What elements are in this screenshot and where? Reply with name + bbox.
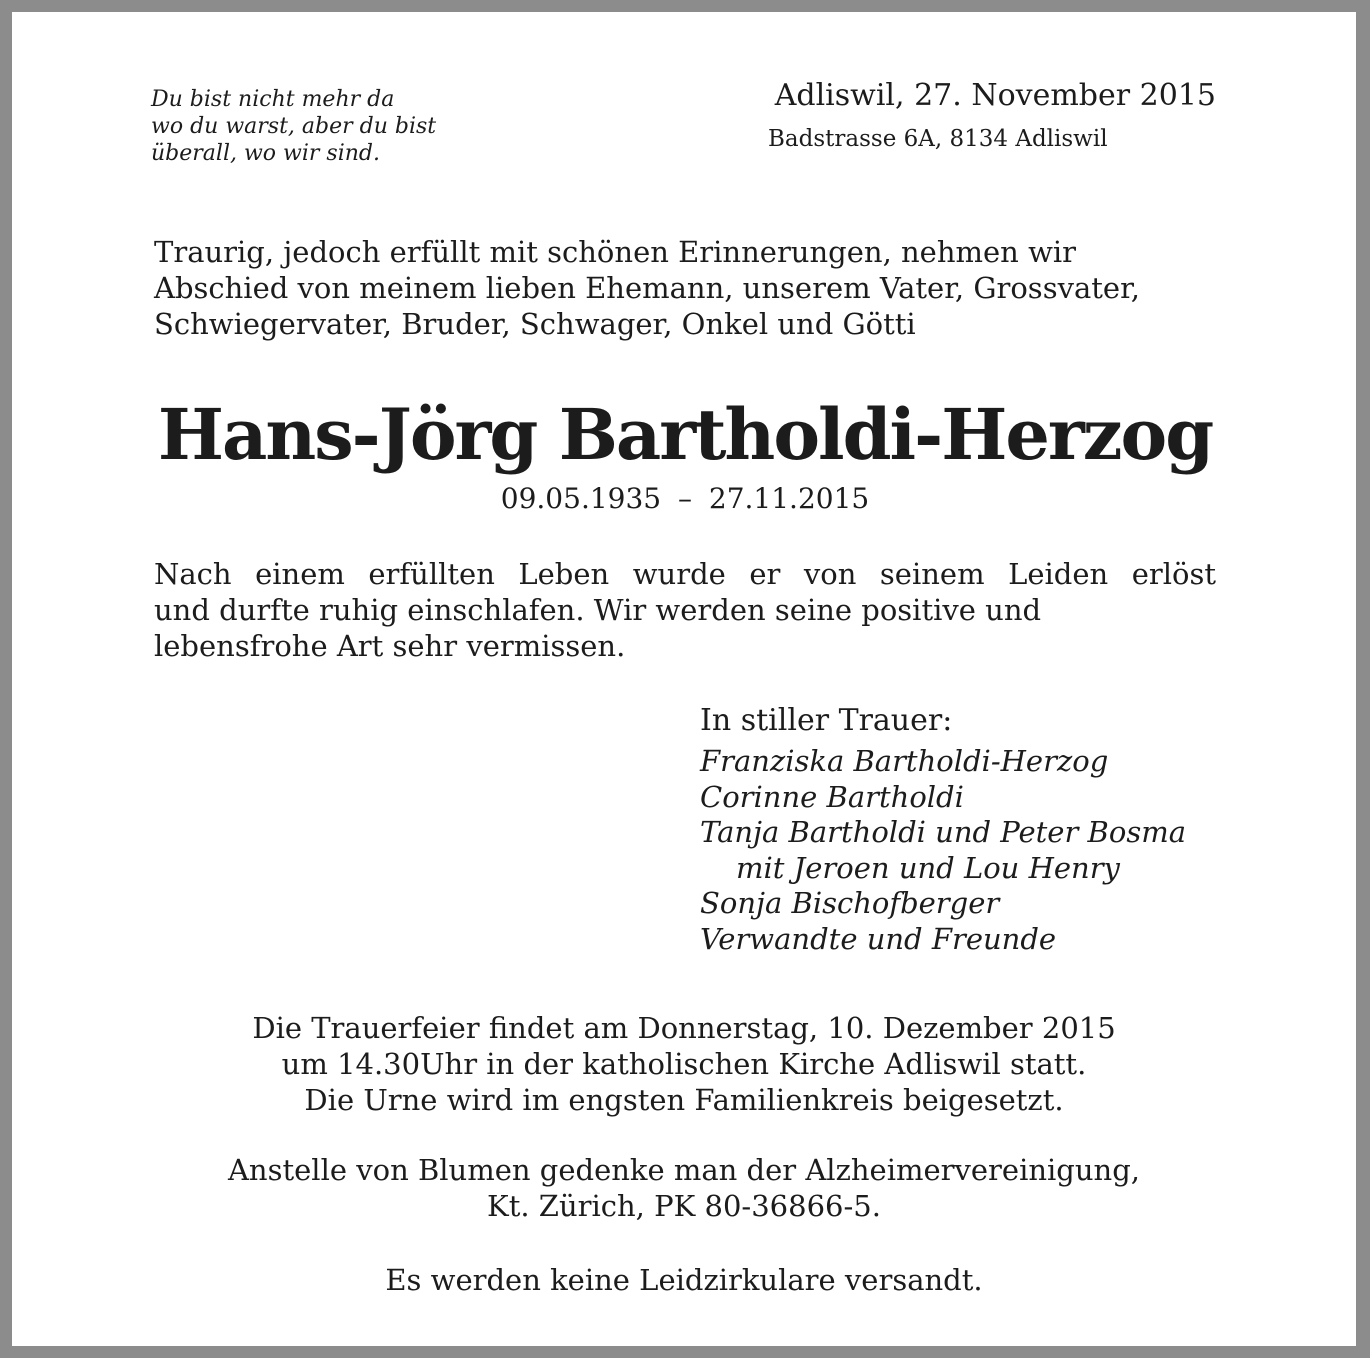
mourner-name: Franziska Bartholdi-Herzog <box>700 744 1109 778</box>
obituary-notice <box>12 12 1356 1346</box>
donation-info <box>24 1152 1344 1224</box>
mourner-name: Sonja Bischofberger <box>700 886 1000 920</box>
motto-line: überall, wo wir sind. <box>151 141 380 166</box>
mourner-name: mit Jeroen und Lou Henry <box>736 850 1120 885</box>
place-date: Adliswil, 27. November 2015 <box>774 78 1216 113</box>
ceremony-line: Die Trauerfeier findet am Donnerstag, 10. Dezember 2015 <box>252 1011 1116 1045</box>
mourner-name: Tanja Bartholdi und Peter Bosma <box>700 815 1186 849</box>
motto-quote <box>151 86 436 167</box>
intro-text <box>154 234 1140 342</box>
motto-line: wo du warst, aber du bist <box>151 114 437 139</box>
motto-line: Du bist nicht mehr da <box>151 87 395 112</box>
intro-line: Schwiegervater, Bruder, Schwager, Onkel und Götti <box>154 307 916 341</box>
message-line: Nach einem erfüllten Leben wurde er von seinem Leiden erlöst <box>154 557 1216 591</box>
address: Badstrasse 6A, 8134 Adliswil <box>768 126 1108 152</box>
mourners-list <box>700 744 1186 957</box>
deceased-name: Hans-Jörg Bartholdi-Herzog <box>157 393 1213 476</box>
message-line: und durfte ruhig einschlafen. Wir werden seine positive und <box>154 593 1042 627</box>
ceremony-line: Die Urne wird im engsten Familienkreis beigesetzt. <box>304 1083 1064 1117</box>
mourner-name: Corinne Bartholdi <box>700 779 964 814</box>
message-text <box>154 556 1216 664</box>
mourner-name: Verwandte und Freunde <box>700 921 1057 956</box>
life-dates: 09.05.1935 – 27.11.2015 <box>500 482 870 515</box>
ceremony-info <box>24 1010 1344 1118</box>
ceremony-line: um 14.30Uhr in der katholischen Kirche Adliswil statt. <box>281 1047 1087 1081</box>
donation-line: Anstelle von Blumen gedenke man der Alzheimervereinigung, <box>227 1153 1140 1187</box>
closing-note: Es werden keine Leidzirkulare versandt. <box>385 1263 983 1297</box>
message-line: lebensfrohe Art sehr vermissen. <box>154 629 626 663</box>
mourning-heading: In stiller Trauer: <box>700 703 953 738</box>
donation-line: Kt. Zürich, PK 80-36866-5. <box>487 1189 881 1223</box>
intro-line: Abschied von meinem lieben Ehemann, unserem Vater, Grossvater, <box>154 271 1140 305</box>
intro-line: Traurig, jedoch erfüllt mit schönen Erinnerungen, nehmen wir <box>154 235 1077 269</box>
